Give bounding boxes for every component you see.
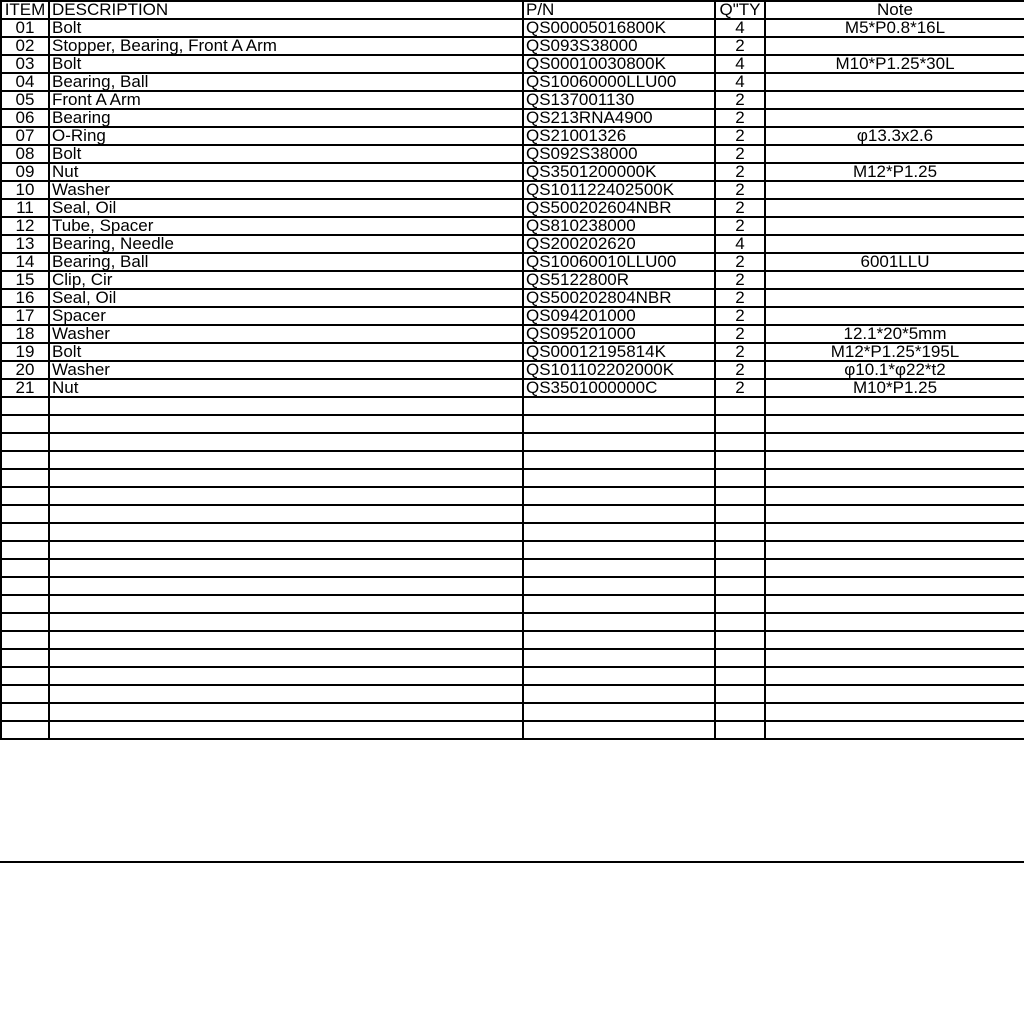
table-row xyxy=(1,91,1024,109)
cell-note-empty xyxy=(765,577,1024,595)
cell-part-number: QS00010030800K xyxy=(523,55,715,73)
cell-part-number-empty xyxy=(523,541,715,559)
cell-part-number: QS137001130 xyxy=(523,91,715,109)
cell-quantity: 2 xyxy=(715,253,765,271)
cell-quantity-empty xyxy=(715,595,765,613)
cell-quantity: 2 xyxy=(715,181,765,199)
table-row xyxy=(1,307,1024,325)
cell-item: 13 xyxy=(1,235,49,253)
cell-note xyxy=(765,289,1024,307)
table-row xyxy=(1,379,1024,397)
cell-description-empty xyxy=(49,649,523,667)
cell-note: M10*P1.25 xyxy=(765,379,1024,397)
cell-item: 16 xyxy=(1,289,49,307)
header-part-number: P/N xyxy=(523,1,715,19)
cell-item-empty xyxy=(1,595,49,613)
header-row xyxy=(1,1,1024,19)
cell-part-number: QS500202604NBR xyxy=(523,199,715,217)
cell-description-empty xyxy=(49,415,523,433)
cell-part-number-empty xyxy=(523,505,715,523)
cell-part-number: QS213RNA4900 xyxy=(523,109,715,127)
table-row xyxy=(1,109,1024,127)
cell-note: M12*P1.25*195L xyxy=(765,343,1024,361)
cell-item-empty xyxy=(1,685,49,703)
cell-note xyxy=(765,91,1024,109)
cell-note xyxy=(765,271,1024,289)
cell-quantity-empty xyxy=(715,613,765,631)
cell-quantity: 2 xyxy=(715,271,765,289)
empty-table-row xyxy=(1,469,1024,487)
table-row xyxy=(1,217,1024,235)
cell-note xyxy=(765,217,1024,235)
cell-note: M12*P1.25 xyxy=(765,163,1024,181)
cell-quantity-empty xyxy=(715,523,765,541)
cell-part-number-empty xyxy=(523,613,715,631)
cell-part-number-empty xyxy=(523,559,715,577)
cell-description-empty xyxy=(49,631,523,649)
cell-item-empty xyxy=(1,577,49,595)
empty-table-row xyxy=(1,415,1024,433)
cell-part-number-empty xyxy=(523,649,715,667)
cell-note xyxy=(765,37,1024,55)
cell-part-number-empty xyxy=(523,487,715,505)
cell-quantity-empty xyxy=(715,559,765,577)
table-row xyxy=(1,127,1024,145)
cell-quantity-empty xyxy=(715,703,765,721)
table-row xyxy=(1,253,1024,271)
cell-description: Washer xyxy=(49,361,523,379)
cell-part-number-empty xyxy=(523,469,715,487)
cell-note: φ13.3x2.6 xyxy=(765,127,1024,145)
cell-description: Stopper, Bearing, Front A Arm xyxy=(49,37,523,55)
cell-note xyxy=(765,199,1024,217)
cell-quantity-empty xyxy=(715,397,765,415)
cell-part-number-empty xyxy=(523,631,715,649)
cell-quantity-empty xyxy=(715,721,765,739)
cell-quantity: 2 xyxy=(715,91,765,109)
cell-description: Front A Arm xyxy=(49,91,523,109)
cell-note xyxy=(765,73,1024,91)
cell-note-empty xyxy=(765,541,1024,559)
table-row xyxy=(1,145,1024,163)
cell-note-empty xyxy=(765,613,1024,631)
cell-description-empty xyxy=(49,667,523,685)
cell-part-number: QS101122402500K xyxy=(523,181,715,199)
cell-item: 07 xyxy=(1,127,49,145)
table-row xyxy=(1,235,1024,253)
cell-part-number: QS095201000 xyxy=(523,325,715,343)
cell-description-empty xyxy=(49,397,523,415)
cell-quantity: 4 xyxy=(715,55,765,73)
table-row xyxy=(1,325,1024,343)
cell-part-number: QS10060010LLU00 xyxy=(523,253,715,271)
cell-note: M10*P1.25*30L xyxy=(765,55,1024,73)
cell-note-empty xyxy=(765,649,1024,667)
cell-part-number: QS500202804NBR xyxy=(523,289,715,307)
cell-part-number-empty xyxy=(523,721,715,739)
cell-item-empty xyxy=(1,613,49,631)
empty-table-row xyxy=(1,667,1024,685)
cell-item: 18 xyxy=(1,325,49,343)
cell-quantity-empty xyxy=(715,577,765,595)
cell-item: 20 xyxy=(1,361,49,379)
cell-quantity: 4 xyxy=(715,73,765,91)
cell-item-empty xyxy=(1,433,49,451)
cell-item-empty xyxy=(1,667,49,685)
table-row xyxy=(1,199,1024,217)
cell-quantity: 2 xyxy=(715,289,765,307)
cell-part-number: QS5122800R xyxy=(523,271,715,289)
cell-quantity-empty xyxy=(715,487,765,505)
cell-description-empty xyxy=(49,577,523,595)
cell-item-empty xyxy=(1,523,49,541)
cell-item: 02 xyxy=(1,37,49,55)
cell-quantity: 2 xyxy=(715,379,765,397)
header-note: Note xyxy=(765,1,1024,19)
cell-quantity-empty xyxy=(715,469,765,487)
cell-description-empty xyxy=(49,487,523,505)
cell-item-empty xyxy=(1,451,49,469)
cell-note-empty xyxy=(765,703,1024,721)
cell-part-number-empty xyxy=(523,523,715,541)
cell-item: 03 xyxy=(1,55,49,73)
table-row xyxy=(1,19,1024,37)
cell-quantity: 2 xyxy=(715,361,765,379)
cell-part-number: QS3501000000C xyxy=(523,379,715,397)
cell-part-number: QS101102202000K xyxy=(523,361,715,379)
cell-quantity-empty xyxy=(715,685,765,703)
cell-item: 01 xyxy=(1,19,49,37)
cell-quantity: 2 xyxy=(715,199,765,217)
cell-quantity-empty xyxy=(715,631,765,649)
cell-description: O-Ring xyxy=(49,127,523,145)
table-row xyxy=(1,73,1024,91)
cell-description-empty xyxy=(49,451,523,469)
cell-note-empty xyxy=(765,595,1024,613)
cell-note-empty xyxy=(765,505,1024,523)
cell-quantity-empty xyxy=(715,415,765,433)
cell-part-number: QS092S38000 xyxy=(523,145,715,163)
cell-note-empty xyxy=(765,415,1024,433)
empty-table-row xyxy=(1,505,1024,523)
cell-note: 6001LLU xyxy=(765,253,1024,271)
cell-item: 19 xyxy=(1,343,49,361)
cell-quantity-empty xyxy=(715,451,765,469)
cell-description: Bearing, Needle xyxy=(49,235,523,253)
empty-table-row xyxy=(1,451,1024,469)
header-item: ITEM xyxy=(1,1,49,19)
cell-item-empty xyxy=(1,469,49,487)
table-row xyxy=(1,55,1024,73)
cell-description: Seal, Oil xyxy=(49,289,523,307)
cell-note-empty xyxy=(765,397,1024,415)
empty-table-row xyxy=(1,541,1024,559)
cell-description: Spacer xyxy=(49,307,523,325)
cell-quantity: 2 xyxy=(715,145,765,163)
cell-quantity: 2 xyxy=(715,163,765,181)
cell-description-empty xyxy=(49,721,523,739)
cell-note: φ10.1*φ22*t2 xyxy=(765,361,1024,379)
cell-part-number-empty xyxy=(523,703,715,721)
cell-note-empty xyxy=(765,469,1024,487)
cell-part-number: QS094201000 xyxy=(523,307,715,325)
cell-item: 10 xyxy=(1,181,49,199)
cell-description: Bolt xyxy=(49,343,523,361)
empty-table-row xyxy=(1,577,1024,595)
cell-item: 21 xyxy=(1,379,49,397)
cell-description: Tube, Spacer xyxy=(49,217,523,235)
cell-quantity: 4 xyxy=(715,19,765,37)
cell-description: Bolt xyxy=(49,145,523,163)
cell-note xyxy=(765,145,1024,163)
cell-description-empty xyxy=(49,505,523,523)
cell-note-empty xyxy=(765,487,1024,505)
cell-item: 15 xyxy=(1,271,49,289)
table-header xyxy=(1,1,1024,19)
cell-item-empty xyxy=(1,415,49,433)
cell-description: Bearing, Ball xyxy=(49,253,523,271)
cell-part-number-empty xyxy=(523,433,715,451)
cell-item-empty xyxy=(1,487,49,505)
cell-quantity-empty xyxy=(715,541,765,559)
header-description: DESCRIPTION xyxy=(49,1,523,19)
empty-table-row xyxy=(1,685,1024,703)
empty-table-row xyxy=(1,433,1024,451)
cell-item-empty xyxy=(1,505,49,523)
cell-item: 11 xyxy=(1,199,49,217)
cell-part-number: QS810238000 xyxy=(523,217,715,235)
cell-quantity: 2 xyxy=(715,343,765,361)
cell-item-empty xyxy=(1,397,49,415)
empty-table-row xyxy=(1,613,1024,631)
cell-item-empty xyxy=(1,649,49,667)
cell-part-number-empty xyxy=(523,685,715,703)
table-row xyxy=(1,271,1024,289)
cell-item-empty xyxy=(1,631,49,649)
empty-table-row xyxy=(1,631,1024,649)
empty-table-row xyxy=(1,703,1024,721)
cell-quantity: 2 xyxy=(715,37,765,55)
cell-note-empty xyxy=(765,721,1024,739)
cell-description: Bolt xyxy=(49,55,523,73)
cell-description: Washer xyxy=(49,325,523,343)
cell-note-empty xyxy=(765,667,1024,685)
cell-quantity: 2 xyxy=(715,109,765,127)
cell-item-empty xyxy=(1,721,49,739)
cell-part-number: QS3501200000K xyxy=(523,163,715,181)
cell-note xyxy=(765,109,1024,127)
cell-item-empty xyxy=(1,703,49,721)
cell-quantity: 2 xyxy=(715,127,765,145)
cell-description-empty xyxy=(49,541,523,559)
cell-description: Seal, Oil xyxy=(49,199,523,217)
cell-item: 05 xyxy=(1,91,49,109)
cell-quantity: 4 xyxy=(715,235,765,253)
cell-part-number-empty xyxy=(523,451,715,469)
empty-table-row xyxy=(1,397,1024,415)
table-row xyxy=(1,343,1024,361)
cell-note-empty xyxy=(765,631,1024,649)
cell-description-empty xyxy=(49,613,523,631)
cell-description: Washer xyxy=(49,181,523,199)
cell-description-empty xyxy=(49,433,523,451)
cell-part-number: QS10060000LLU00 xyxy=(523,73,715,91)
cell-description: Clip, Cir xyxy=(49,271,523,289)
cell-part-number: QS00012195814K xyxy=(523,343,715,361)
cell-note xyxy=(765,181,1024,199)
cell-note: M5*P0.8*16L xyxy=(765,19,1024,37)
cell-note-empty xyxy=(765,433,1024,451)
cell-item: 17 xyxy=(1,307,49,325)
empty-table-row xyxy=(1,559,1024,577)
cell-note xyxy=(765,235,1024,253)
cell-description-empty xyxy=(49,469,523,487)
cell-quantity-empty xyxy=(715,433,765,451)
cell-item-empty xyxy=(1,559,49,577)
cell-description-empty xyxy=(49,703,523,721)
cell-part-number-empty xyxy=(523,397,715,415)
cell-note-empty xyxy=(765,685,1024,703)
empty-table-row xyxy=(1,523,1024,541)
cell-quantity-empty xyxy=(715,649,765,667)
cell-description-empty xyxy=(49,559,523,577)
cell-item: 08 xyxy=(1,145,49,163)
empty-table-row xyxy=(1,721,1024,739)
cell-part-number-empty xyxy=(523,415,715,433)
table-row xyxy=(1,181,1024,199)
cell-description: Bearing, Ball xyxy=(49,73,523,91)
cell-item: 14 xyxy=(1,253,49,271)
cell-quantity-empty xyxy=(715,505,765,523)
cell-item-empty xyxy=(1,541,49,559)
cell-item: 09 xyxy=(1,163,49,181)
cell-description: Nut xyxy=(49,379,523,397)
table-row xyxy=(1,361,1024,379)
cell-description: Bolt xyxy=(49,19,523,37)
cell-item: 06 xyxy=(1,109,49,127)
cell-part-number: QS093S38000 xyxy=(523,37,715,55)
cell-part-number: QS200202620 xyxy=(523,235,715,253)
cell-quantity-empty xyxy=(715,667,765,685)
cell-note-empty xyxy=(765,451,1024,469)
cell-note-empty xyxy=(765,559,1024,577)
empty-table-row xyxy=(1,595,1024,613)
header-quantity: Q"TY xyxy=(715,1,765,19)
bottom-divider-line xyxy=(0,861,1024,863)
table-body xyxy=(1,19,1024,739)
cell-description: Bearing xyxy=(49,109,523,127)
cell-quantity: 2 xyxy=(715,307,765,325)
cell-description: Nut xyxy=(49,163,523,181)
table-row xyxy=(1,289,1024,307)
table-row xyxy=(1,163,1024,181)
empty-table-row xyxy=(1,487,1024,505)
cell-note xyxy=(765,307,1024,325)
cell-quantity: 2 xyxy=(715,325,765,343)
cell-item: 12 xyxy=(1,217,49,235)
cell-description-empty xyxy=(49,523,523,541)
cell-part-number: QS21001326 xyxy=(523,127,715,145)
cell-description-empty xyxy=(49,685,523,703)
cell-item: 04 xyxy=(1,73,49,91)
cell-description-empty xyxy=(49,595,523,613)
cell-part-number-empty xyxy=(523,667,715,685)
cell-note: 12.1*20*5mm xyxy=(765,325,1024,343)
empty-table-row xyxy=(1,649,1024,667)
cell-part-number-empty xyxy=(523,595,715,613)
cell-part-number-empty xyxy=(523,577,715,595)
cell-part-number: QS00005016800K xyxy=(523,19,715,37)
cell-quantity: 2 xyxy=(715,217,765,235)
cell-note-empty xyxy=(765,523,1024,541)
table-row xyxy=(1,37,1024,55)
